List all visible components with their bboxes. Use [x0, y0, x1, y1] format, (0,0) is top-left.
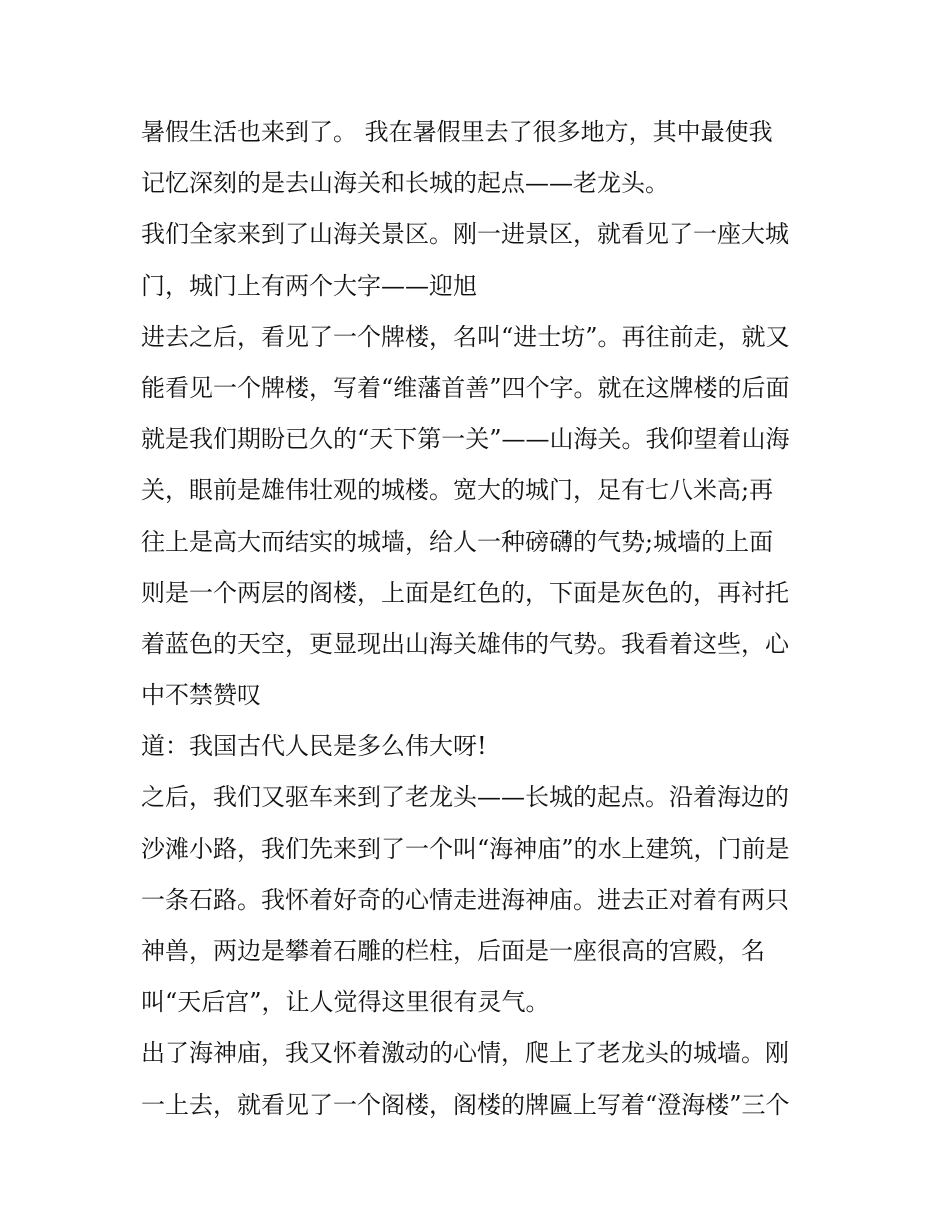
- text-line: 进去之后，看见了一个牌楼，名叫“进士坊”。再往前走，就又: [141, 322, 790, 351]
- text-line: 神兽，两边是攀着石雕的栏柱，后面是一座很高的宫殿，名: [141, 937, 765, 965]
- text-line: 沙滩小路，我们先来到了一个叫“海神庙”的水上建筑，门前是: [141, 834, 790, 863]
- text-line: 记忆深刻的是去山海关和长城的起点——老龙头。: [141, 169, 669, 198]
- essay-text: [141, 107, 821, 1131]
- text-line: 之后，我们又驱车来到了老龙头——长城的起点。沿着海边的: [141, 783, 789, 812]
- text-line: 暑假生活也来到了。 我在暑假里去了很多地方，其中最使我: [141, 118, 773, 146]
- text-line: 一上去，就看见了一个阁楼，阁楼的牌匾上写着“澄海楼”三个: [141, 1090, 790, 1119]
- text-line: 道：我国古代人民是多么伟大呀!: [141, 732, 487, 761]
- text-line: 出了海神庙，我又怀着激动的心情，爬上了老龙头的城墙。刚: [141, 1039, 789, 1068]
- text-line: 叫“天后宫”，让人觉得这里很有灵气。: [141, 988, 550, 1017]
- text-line: 则是一个两层的阁楼，上面是红色的，下面是灰色的，再衬托: [141, 578, 789, 607]
- text-line: 我们全家来到了山海关景区。刚一进景区，就看见了一座大城: [141, 220, 789, 249]
- text-line: 能看见一个牌楼，写着“维藩首善”四个字。就在这牌楼的后面: [141, 373, 790, 402]
- text-line: 一条石路。我怀着好奇的心情走进海神庙。进去正对着有两只: [141, 885, 789, 914]
- text-line: 门，城门上有两个大字——迎旭: [141, 271, 477, 300]
- text-line: 往上是高大而结实的城墙，给人一种磅礴的气势;城墙的上面: [141, 527, 774, 556]
- text-line: 着蓝色的天空，更显现出山海关雄伟的气势。我看着这些，心: [141, 629, 789, 658]
- text-line: 关，眼前是雄伟壮观的城楼。宽大的城门，足有七八米高;再: [141, 476, 774, 505]
- text-line: 中不禁赞叹: [141, 681, 261, 710]
- text-line: 就是我们期盼已久的“天下第一关”——山海关。我仰望着山海: [141, 425, 790, 454]
